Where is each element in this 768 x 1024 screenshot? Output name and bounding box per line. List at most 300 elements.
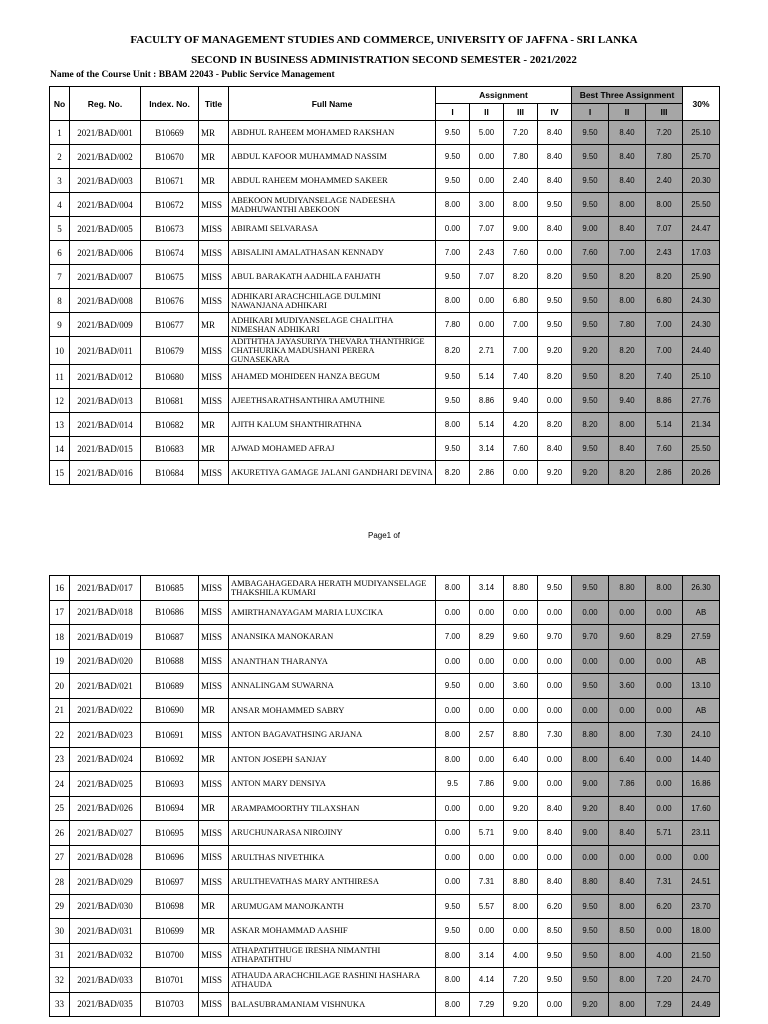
- best-mark-cell: 8.00: [609, 894, 646, 919]
- reg-no-cell: 2021/BAD/005: [70, 217, 141, 241]
- assignment-mark-cell: 0.00: [538, 389, 572, 413]
- best-mark-cell: 0.00: [609, 845, 646, 870]
- best-mark-cell: 9.50: [572, 265, 609, 289]
- header-thirty-percent: 30%: [683, 87, 720, 121]
- page-number: Page1 of: [367, 531, 401, 540]
- row-no: 3: [50, 169, 70, 193]
- marks-table-page-1: [49, 86, 720, 485]
- best-mark-cell: 7.40: [646, 365, 683, 389]
- title-cell: MISS: [199, 265, 229, 289]
- index-no-cell: B10685: [141, 576, 199, 601]
- full-name-cell: AMBAGAHAGEDARA HERATH MUDIYANSELAGE THAKSHILA KUMARI: [229, 576, 436, 601]
- assignment-mark-cell: 8.80: [504, 870, 538, 895]
- best-mark-cell: 0.00: [646, 600, 683, 625]
- best-mark-cell: 7.60: [572, 241, 609, 265]
- assignment-mark-cell: 9.50: [436, 169, 470, 193]
- assignment-mark-cell: 0.00: [504, 649, 538, 674]
- assignment-mark-cell: 9.50: [538, 289, 572, 313]
- marks-rows-page-2: [50, 576, 720, 1017]
- assignment-mark-cell: 0.00: [470, 289, 504, 313]
- row-no: 13: [50, 413, 70, 437]
- full-name-cell: ABDHUL RAHEEM MOHAMED RAKSHAN: [229, 121, 436, 145]
- best-mark-cell: 9.50: [572, 943, 609, 968]
- thirty-percent-cell: 20.30: [683, 169, 720, 193]
- best-mark-cell: 8.80: [572, 723, 609, 748]
- title-cell: MISS: [199, 625, 229, 650]
- full-name-cell: AMIRTHANAYAGAM MARIA LUXCIKA: [229, 600, 436, 625]
- header-assignment-2: II: [470, 104, 504, 121]
- title-cell: MISS: [199, 870, 229, 895]
- assignment-mark-cell: 0.00: [538, 845, 572, 870]
- best-mark-cell: 8.00: [646, 576, 683, 601]
- row-no: 5: [50, 217, 70, 241]
- assignment-mark-cell: 8.00: [436, 968, 470, 993]
- best-mark-cell: 8.86: [646, 389, 683, 413]
- best-mark-cell: 9.40: [609, 389, 646, 413]
- assignment-mark-cell: 3.14: [470, 437, 504, 461]
- assignment-mark-cell: 8.40: [538, 437, 572, 461]
- best-mark-cell: 8.00: [609, 193, 646, 217]
- row-no: 11: [50, 365, 70, 389]
- table-row: [50, 576, 720, 601]
- best-mark-cell: 9.20: [572, 796, 609, 821]
- best-mark-cell: 7.00: [646, 313, 683, 337]
- table-row: [50, 169, 720, 193]
- title-cell: MISS: [199, 600, 229, 625]
- best-mark-cell: 8.40: [609, 145, 646, 169]
- best-mark-cell: 9.50: [572, 193, 609, 217]
- thirty-percent-cell: 25.50: [683, 193, 720, 217]
- table-row: [50, 698, 720, 723]
- thirty-percent-cell: 24.49: [683, 992, 720, 1017]
- assignment-mark-cell: 0.00: [470, 919, 504, 944]
- assignment-mark-cell: 7.60: [504, 241, 538, 265]
- assignment-mark-cell: 9.70: [538, 625, 572, 650]
- assignment-mark-cell: 2.71: [470, 337, 504, 365]
- thirty-percent-cell: 25.10: [683, 121, 720, 145]
- table-row: [50, 365, 720, 389]
- best-mark-cell: 8.40: [609, 169, 646, 193]
- assignment-mark-cell: 0.00: [436, 649, 470, 674]
- table-row: [50, 437, 720, 461]
- table-row: [50, 674, 720, 699]
- table-row: [50, 796, 720, 821]
- title-cell: MISS: [199, 289, 229, 313]
- full-name-cell: AJEETHSARATHSANTHIRA AMUTHINE: [229, 389, 436, 413]
- row-no: 7: [50, 265, 70, 289]
- table-row: [50, 413, 720, 437]
- assignment-mark-cell: 9.50: [436, 894, 470, 919]
- assignment-mark-cell: 7.00: [436, 241, 470, 265]
- assignment-mark-cell: 9.00: [504, 217, 538, 241]
- best-mark-cell: 8.20: [609, 461, 646, 485]
- title-cell: MISS: [199, 968, 229, 993]
- assignment-mark-cell: 9.50: [436, 265, 470, 289]
- index-no-cell: B10696: [141, 845, 199, 870]
- reg-no-cell: 2021/BAD/035: [70, 992, 141, 1017]
- assignment-mark-cell: 9.00: [504, 821, 538, 846]
- assignment-mark-cell: 7.86: [470, 772, 504, 797]
- assignment-mark-cell: 9.50: [436, 389, 470, 413]
- best-mark-cell: 3.60: [609, 674, 646, 699]
- assignment-mark-cell: 9.50: [436, 919, 470, 944]
- best-mark-cell: 8.00: [609, 413, 646, 437]
- best-mark-cell: 7.80: [646, 145, 683, 169]
- row-no: 12: [50, 389, 70, 413]
- reg-no-cell: 2021/BAD/033: [70, 968, 141, 993]
- best-mark-cell: 8.20: [609, 337, 646, 365]
- full-name-cell: ARUMUGAM MANOJKANTH: [229, 894, 436, 919]
- reg-no-cell: 2021/BAD/027: [70, 821, 141, 846]
- index-no-cell: B10688: [141, 649, 199, 674]
- assignment-mark-cell: 8.00: [436, 992, 470, 1017]
- header-title: Title: [199, 87, 229, 121]
- row-no: 29: [50, 894, 70, 919]
- index-no-cell: B10690: [141, 698, 199, 723]
- assignment-mark-cell: 7.31: [470, 870, 504, 895]
- index-no-cell: B10680: [141, 365, 199, 389]
- table-row: [50, 217, 720, 241]
- table-row: [50, 337, 720, 365]
- title-cell: MISS: [199, 241, 229, 265]
- assignment-mark-cell: 0.00: [538, 600, 572, 625]
- assignment-mark-cell: 8.00: [436, 943, 470, 968]
- best-mark-cell: 6.20: [646, 894, 683, 919]
- index-no-cell: B10703: [141, 992, 199, 1017]
- reg-no-cell: 2021/BAD/016: [70, 461, 141, 485]
- row-no: 6: [50, 241, 70, 265]
- thirty-percent-cell: AB: [683, 600, 720, 625]
- best-mark-cell: 9.50: [572, 894, 609, 919]
- program-title: SECOND IN BUSINESS ADMINISTRATION SECOND SEMESTER - 2021/2022: [191, 54, 577, 66]
- thirty-percent-cell: 24.30: [683, 313, 720, 337]
- full-name-cell: ADITHTHA JAYASURIYA THEVARA THANTHRIGE CHATHURIKA MADUSHANI PERERA GUNASEKARA: [229, 337, 436, 365]
- thirty-percent-cell: 24.51: [683, 870, 720, 895]
- assignment-mark-cell: 0.00: [504, 600, 538, 625]
- assignment-mark-cell: 8.29: [470, 625, 504, 650]
- reg-no-cell: 2021/BAD/024: [70, 747, 141, 772]
- index-no-cell: B10693: [141, 772, 199, 797]
- best-mark-cell: 0.00: [646, 649, 683, 674]
- index-no-cell: B10694: [141, 796, 199, 821]
- best-mark-cell: 5.71: [646, 821, 683, 846]
- full-name-cell: AHAMED MOHIDEEN HANZA BEGUM: [229, 365, 436, 389]
- assignment-mark-cell: 0.00: [436, 845, 470, 870]
- full-name-cell: ATHAUDA ARACHCHILAGE RASHINI HASHARA ATHAUDA: [229, 968, 436, 993]
- best-mark-cell: 9.50: [572, 437, 609, 461]
- assignment-mark-cell: 3.60: [504, 674, 538, 699]
- thirty-percent-cell: 24.10: [683, 723, 720, 748]
- best-mark-cell: 0.00: [646, 698, 683, 723]
- best-mark-cell: 8.80: [572, 870, 609, 895]
- title-cell: MISS: [199, 821, 229, 846]
- assignment-mark-cell: 8.40: [538, 145, 572, 169]
- assignment-mark-cell: 3.00: [470, 193, 504, 217]
- best-mark-cell: 7.31: [646, 870, 683, 895]
- assignment-mark-cell: 9.50: [538, 193, 572, 217]
- title-cell: MR: [199, 313, 229, 337]
- index-no-cell: B10673: [141, 217, 199, 241]
- table-row: [50, 389, 720, 413]
- table-row: [50, 943, 720, 968]
- assignment-mark-cell: 4.20: [504, 413, 538, 437]
- assignment-mark-cell: 8.00: [436, 723, 470, 748]
- best-mark-cell: 8.00: [609, 723, 646, 748]
- best-mark-cell: 5.14: [646, 413, 683, 437]
- best-mark-cell: 8.40: [609, 217, 646, 241]
- best-mark-cell: 9.00: [572, 772, 609, 797]
- assignment-mark-cell: 8.00: [436, 747, 470, 772]
- assignment-mark-cell: 9.50: [436, 674, 470, 699]
- assignment-mark-cell: 9.50: [538, 943, 572, 968]
- table-row: [50, 992, 720, 1017]
- thirty-percent-cell: 14.40: [683, 747, 720, 772]
- assignment-mark-cell: 6.80: [504, 289, 538, 313]
- row-no: 15: [50, 461, 70, 485]
- assignment-mark-cell: 8.00: [436, 576, 470, 601]
- reg-no-cell: 2021/BAD/021: [70, 674, 141, 699]
- thirty-percent-cell: 27.59: [683, 625, 720, 650]
- assignment-mark-cell: 0.00: [436, 600, 470, 625]
- assignment-mark-cell: 8.20: [538, 365, 572, 389]
- row-no: 9: [50, 313, 70, 337]
- full-name-cell: ARULTHAS NIVETHIKA: [229, 845, 436, 870]
- row-no: 2: [50, 145, 70, 169]
- assignment-mark-cell: 4.14: [470, 968, 504, 993]
- full-name-cell: ANTON MARY DENSIYA: [229, 772, 436, 797]
- title-cell: MR: [199, 145, 229, 169]
- best-mark-cell: 9.20: [572, 992, 609, 1017]
- best-mark-cell: 7.86: [609, 772, 646, 797]
- row-no: 31: [50, 943, 70, 968]
- assignment-mark-cell: 9.50: [538, 968, 572, 993]
- row-no: 32: [50, 968, 70, 993]
- title-cell: MR: [199, 437, 229, 461]
- reg-no-cell: 2021/BAD/009: [70, 313, 141, 337]
- assignment-mark-cell: 0.00: [470, 698, 504, 723]
- title-cell: MISS: [199, 217, 229, 241]
- assignment-mark-cell: 8.40: [538, 169, 572, 193]
- header-reg-no: Reg. No.: [70, 87, 141, 121]
- best-mark-cell: 9.60: [609, 625, 646, 650]
- assignment-mark-cell: 9.20: [504, 796, 538, 821]
- header-full-name: Full Name: [229, 87, 436, 121]
- thirty-percent-cell: 17.03: [683, 241, 720, 265]
- row-no: 27: [50, 845, 70, 870]
- assignment-mark-cell: 0.00: [538, 649, 572, 674]
- assignment-mark-cell: 7.07: [470, 265, 504, 289]
- reg-no-cell: 2021/BAD/012: [70, 365, 141, 389]
- assignment-mark-cell: 0.00: [470, 845, 504, 870]
- assignment-mark-cell: 6.20: [538, 894, 572, 919]
- table-row: [50, 894, 720, 919]
- index-no-cell: B10699: [141, 919, 199, 944]
- reg-no-cell: 2021/BAD/031: [70, 919, 141, 944]
- row-no: 20: [50, 674, 70, 699]
- assignment-mark-cell: 8.80: [504, 723, 538, 748]
- header-assignment: Assignment: [436, 87, 572, 104]
- thirty-percent-cell: 25.90: [683, 265, 720, 289]
- best-mark-cell: 9.00: [572, 217, 609, 241]
- best-mark-cell: 7.20: [646, 121, 683, 145]
- best-mark-cell: 8.00: [609, 968, 646, 993]
- reg-no-cell: 2021/BAD/007: [70, 265, 141, 289]
- assignment-mark-cell: 3.14: [470, 576, 504, 601]
- assignment-mark-cell: 0.00: [470, 674, 504, 699]
- reg-no-cell: 2021/BAD/006: [70, 241, 141, 265]
- best-mark-cell: 7.29: [646, 992, 683, 1017]
- assignment-mark-cell: 8.40: [538, 121, 572, 145]
- best-mark-cell: 9.00: [572, 821, 609, 846]
- best-mark-cell: 0.00: [609, 649, 646, 674]
- best-mark-cell: 7.80: [609, 313, 646, 337]
- table-row: [50, 241, 720, 265]
- title-cell: MR: [199, 698, 229, 723]
- best-mark-cell: 9.50: [572, 313, 609, 337]
- assignment-mark-cell: 9.00: [504, 772, 538, 797]
- table-row: [50, 193, 720, 217]
- assignment-mark-cell: 8.40: [538, 796, 572, 821]
- title-cell: MR: [199, 413, 229, 437]
- best-mark-cell: 9.50: [572, 289, 609, 313]
- reg-no-cell: 2021/BAD/004: [70, 193, 141, 217]
- full-name-cell: BALASUBRAMANIAM VISHNUKA: [229, 992, 436, 1017]
- best-mark-cell: 2.43: [646, 241, 683, 265]
- index-no-cell: B10692: [141, 747, 199, 772]
- best-mark-cell: 7.00: [609, 241, 646, 265]
- reg-no-cell: 2021/BAD/029: [70, 870, 141, 895]
- assignment-mark-cell: 0.00: [504, 698, 538, 723]
- assignment-mark-cell: 3.14: [470, 943, 504, 968]
- reg-no-cell: 2021/BAD/026: [70, 796, 141, 821]
- title-cell: MR: [199, 747, 229, 772]
- reg-no-cell: 2021/BAD/011: [70, 337, 141, 365]
- table-row: [50, 968, 720, 993]
- best-mark-cell: 8.00: [572, 747, 609, 772]
- thirty-percent-cell: 24.40: [683, 337, 720, 365]
- full-name-cell: ATHAPATHTHUGE IRESHA NIMANTHI ATHAPATHTHU: [229, 943, 436, 968]
- assignment-mark-cell: 8.20: [436, 337, 470, 365]
- title-cell: MR: [199, 796, 229, 821]
- table-row: [50, 870, 720, 895]
- assignment-mark-cell: 0.00: [538, 772, 572, 797]
- full-name-cell: ARULTHEVATHAS MARY ANTHIRESA: [229, 870, 436, 895]
- assignment-mark-cell: 2.86: [470, 461, 504, 485]
- title-cell: MISS: [199, 772, 229, 797]
- best-mark-cell: 8.00: [646, 193, 683, 217]
- row-no: 1: [50, 121, 70, 145]
- row-no: 21: [50, 698, 70, 723]
- thirty-percent-cell: 27.76: [683, 389, 720, 413]
- assignment-mark-cell: 8.40: [538, 217, 572, 241]
- full-name-cell: ADHIKARI ARACHCHILAGE DULMINI NAWANJANA ADHIKARI: [229, 289, 436, 313]
- full-name-cell: ABDUL RAHEEM MOHAMMED SAKEER: [229, 169, 436, 193]
- assignment-mark-cell: 0.00: [470, 649, 504, 674]
- best-mark-cell: 4.00: [646, 943, 683, 968]
- title-cell: MISS: [199, 193, 229, 217]
- full-name-cell: ANNALINGAM SUWARNA: [229, 674, 436, 699]
- thirty-percent-cell: 0.00: [683, 845, 720, 870]
- reg-no-cell: 2021/BAD/014: [70, 413, 141, 437]
- thirty-percent-cell: 23.70: [683, 894, 720, 919]
- full-name-cell: ANTON BAGAVATHSING ARJANA: [229, 723, 436, 748]
- full-name-cell: AJITH KALUM SHANTHIRATHNA: [229, 413, 436, 437]
- header-assignment-3: III: [504, 104, 538, 121]
- assignment-mark-cell: 2.57: [470, 723, 504, 748]
- assignment-mark-cell: 9.20: [538, 461, 572, 485]
- title-cell: MISS: [199, 943, 229, 968]
- best-mark-cell: 8.20: [646, 265, 683, 289]
- best-mark-cell: 9.20: [572, 337, 609, 365]
- assignment-mark-cell: 0.00: [538, 747, 572, 772]
- reg-no-cell: 2021/BAD/003: [70, 169, 141, 193]
- assignment-mark-cell: 0.00: [538, 698, 572, 723]
- thirty-percent-cell: 24.47: [683, 217, 720, 241]
- title-cell: MISS: [199, 461, 229, 485]
- thirty-percent-cell: 21.34: [683, 413, 720, 437]
- full-name-cell: ABISALINI AMALATHASAN KENNADY: [229, 241, 436, 265]
- table-row: [50, 772, 720, 797]
- index-no-cell: B10701: [141, 968, 199, 993]
- best-mark-cell: 8.20: [572, 413, 609, 437]
- best-mark-cell: 8.40: [609, 121, 646, 145]
- full-name-cell: ANANTHAN THARANYA: [229, 649, 436, 674]
- best-mark-cell: 9.50: [572, 674, 609, 699]
- title-cell: MISS: [199, 723, 229, 748]
- header-best-2: II: [609, 104, 646, 121]
- best-mark-cell: 9.50: [572, 968, 609, 993]
- title-cell: MR: [199, 894, 229, 919]
- best-mark-cell: 8.40: [609, 437, 646, 461]
- best-mark-cell: 6.40: [609, 747, 646, 772]
- assignment-mark-cell: 0.00: [470, 600, 504, 625]
- title-cell: MISS: [199, 389, 229, 413]
- assignment-mark-cell: 0.00: [436, 698, 470, 723]
- assignment-mark-cell: 0.00: [470, 145, 504, 169]
- assignment-mark-cell: 8.20: [436, 461, 470, 485]
- marks-table-page-2: [49, 575, 720, 1017]
- thirty-percent-cell: 18.00: [683, 919, 720, 944]
- assignment-mark-cell: 7.30: [538, 723, 572, 748]
- index-no-cell: B10683: [141, 437, 199, 461]
- best-mark-cell: 8.50: [609, 919, 646, 944]
- assignment-mark-cell: 5.57: [470, 894, 504, 919]
- full-name-cell: ASKAR MOHAMMAD AASHIF: [229, 919, 436, 944]
- index-no-cell: B10697: [141, 870, 199, 895]
- assignment-mark-cell: 8.20: [538, 413, 572, 437]
- thirty-percent-cell: 21.50: [683, 943, 720, 968]
- title-cell: MR: [199, 121, 229, 145]
- assignment-mark-cell: 8.20: [538, 265, 572, 289]
- full-name-cell: ADHIKARI MUDIYANSELAGE CHALITHA NIMESHAN ADHIKARI: [229, 313, 436, 337]
- row-no: 25: [50, 796, 70, 821]
- index-no-cell: B10670: [141, 145, 199, 169]
- full-name-cell: ABDUL KAFOOR MUHAMMAD NASSIM: [229, 145, 436, 169]
- reg-no-cell: 2021/BAD/022: [70, 698, 141, 723]
- reg-no-cell: 2021/BAD/013: [70, 389, 141, 413]
- header-best-1: I: [572, 104, 609, 121]
- table-row: [50, 747, 720, 772]
- best-mark-cell: 0.00: [646, 796, 683, 821]
- assignment-mark-cell: 7.00: [504, 337, 538, 365]
- faculty-title: FACULTY OF MANAGEMENT STUDIES AND COMMERCE, UNIVERSITY OF JAFFNA - SRI LANKA: [130, 34, 638, 46]
- index-no-cell: B10682: [141, 413, 199, 437]
- assignment-mark-cell: 0.00: [538, 674, 572, 699]
- best-mark-cell: 8.00: [609, 943, 646, 968]
- assignment-mark-cell: 9.20: [504, 992, 538, 1017]
- best-mark-cell: 6.80: [646, 289, 683, 313]
- reg-no-cell: 2021/BAD/015: [70, 437, 141, 461]
